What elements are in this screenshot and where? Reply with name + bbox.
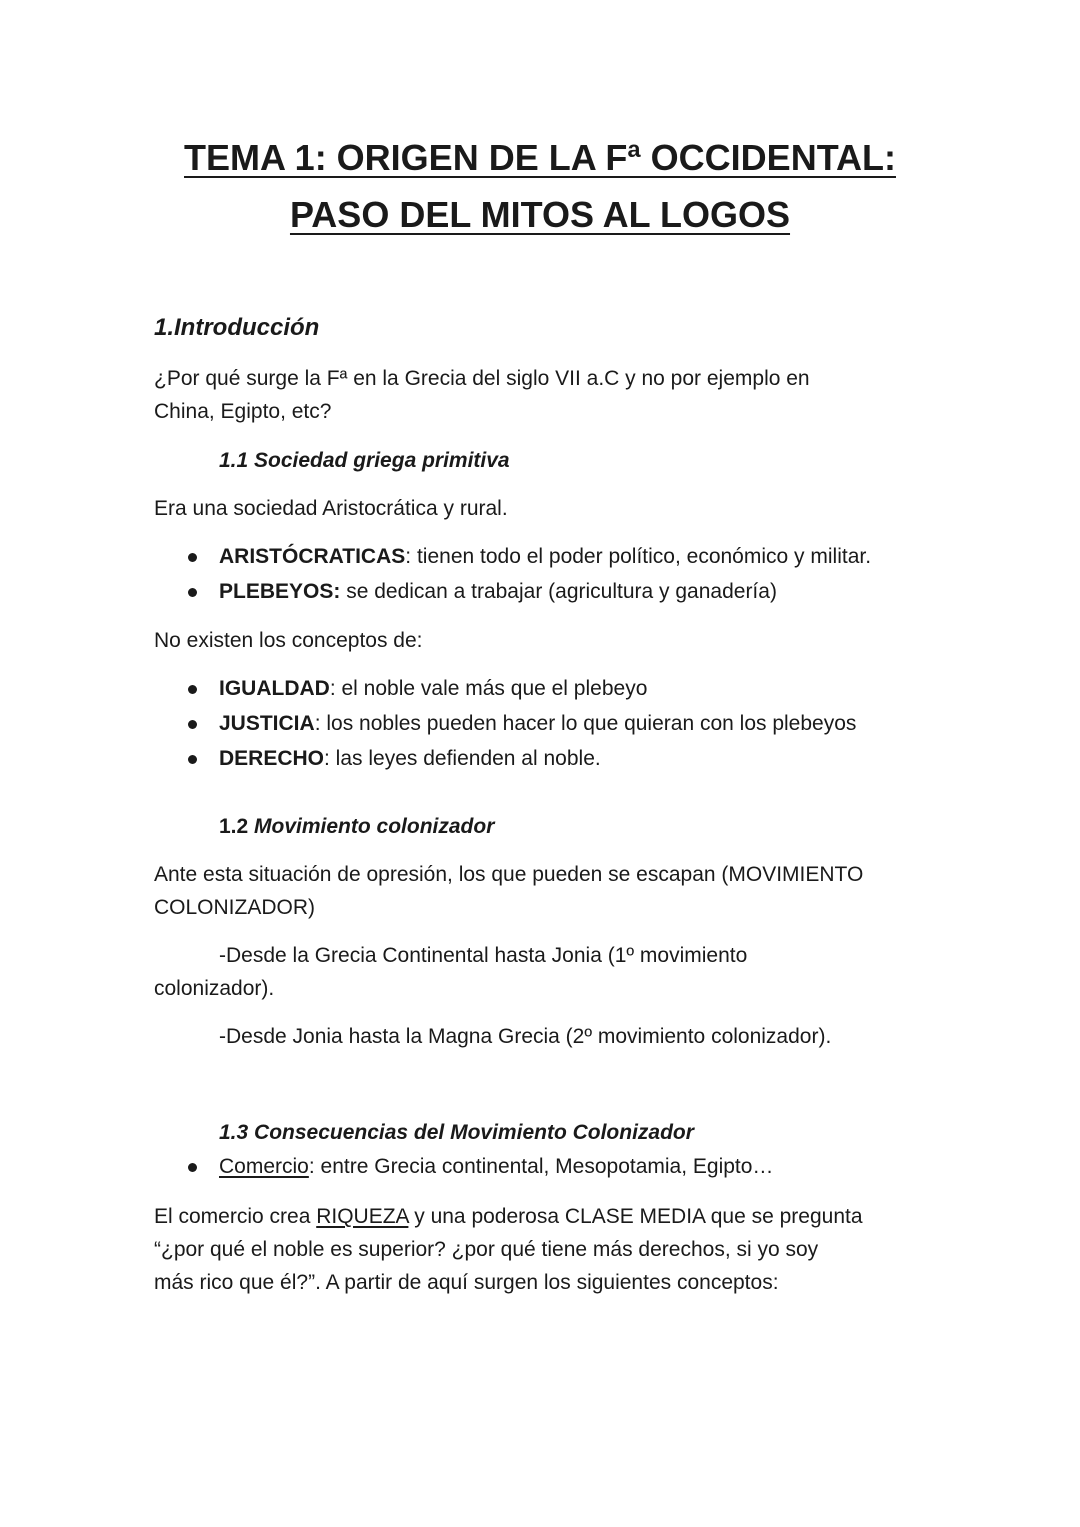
bullet-term: ARISTÓCRATICAS <box>219 545 406 568</box>
bullet-text: : entre Grecia continental, Mesopotamia, Egipto… <box>308 1155 774 1178</box>
subsection-number: 1.2 <box>219 815 255 838</box>
bullet-text: : los nobles pueden hacer lo que quieran con los plebeyos <box>314 712 857 735</box>
colonizador-item-2: -Desde Jonia hasta la Magna Grecia (2º movimiento colonizador). <box>219 1025 832 1048</box>
comercio-para-line-3: más rico que él?”. A partir de aquí surgen los siguientes conceptos: <box>154 1271 779 1294</box>
bullet-text: : el noble vale más que el plebeyo <box>329 677 648 700</box>
colonizador-para-line-2: COLONIZADOR) <box>154 896 316 919</box>
text-run: El comercio crea <box>154 1205 317 1228</box>
sociedad-intro: Era una sociedad Aristocrática y rural. <box>154 497 508 520</box>
colonizador-item-1-line-2: colonizador). <box>154 977 275 1000</box>
section-heading-introduccion: 1.Introducción <box>154 314 320 341</box>
colonizador-para-line-1: Ante esta situación de opresión, los que pueden se escapan (MOVIMIENTO <box>154 863 864 886</box>
subsection-heading-1-2 <box>219 811 494 843</box>
bullet-term: IGUALDAD <box>219 677 330 700</box>
bullet-justicia <box>219 708 856 740</box>
comercio-para-line-2: “¿por qué el noble es superior? ¿por qué tiene más derechos, si yo soy <box>154 1238 819 1261</box>
bullet-text: : las leyes defienden al noble. <box>324 747 601 770</box>
bullet-separator: : <box>405 545 412 568</box>
document-title-line-2: PASO DEL MITOS AL LOGOS <box>289 194 791 235</box>
colonizador-item-1-line-1: -Desde la Grecia Continental hasta Jonia (1º movimiento <box>219 944 748 967</box>
bullet-text: se dedican a trabajar (agricultura y ganadería) <box>340 580 777 603</box>
bullet-plebeyos <box>219 576 777 608</box>
bullet-derecho <box>219 743 601 775</box>
bullet-term: DERECHO <box>219 747 325 770</box>
comercio-para-line-1 <box>154 1200 944 1233</box>
subsection-heading-1-3: 1.3 Consecuencias del Movimiento Colonizador <box>219 1121 694 1144</box>
bullet-aristocraticas <box>219 541 871 573</box>
intro-question-line-2: China, Egipto, etc? <box>154 400 332 423</box>
subsection-title: Movimiento colonizador <box>254 815 495 838</box>
text-run: y una poderosa CLASE MEDIA que se pregunta <box>408 1205 863 1228</box>
document-title-line-1: TEMA 1: ORIGEN DE LA Fª OCCIDENTAL: <box>184 137 896 178</box>
bullet-comercio <box>219 1151 773 1183</box>
bullet-term: PLEBEYOS: <box>219 580 341 603</box>
conceptos-intro: No existen los conceptos de: <box>154 629 423 652</box>
bullet-term: Comercio <box>219 1155 309 1178</box>
underlined-term-riqueza: RIQUEZA <box>316 1205 409 1228</box>
intro-question-line-1: ¿Por qué surge la Fª en la Grecia del siglo VII a.C y no por ejemplo en <box>154 367 810 390</box>
bullet-term: JUSTICIA <box>219 712 315 735</box>
subsection-heading-1-1: 1.1 Sociedad griega primitiva <box>219 449 510 472</box>
bullet-text: tienen todo el poder político, económico y militar. <box>411 545 872 568</box>
bullet-igualdad <box>219 673 647 705</box>
